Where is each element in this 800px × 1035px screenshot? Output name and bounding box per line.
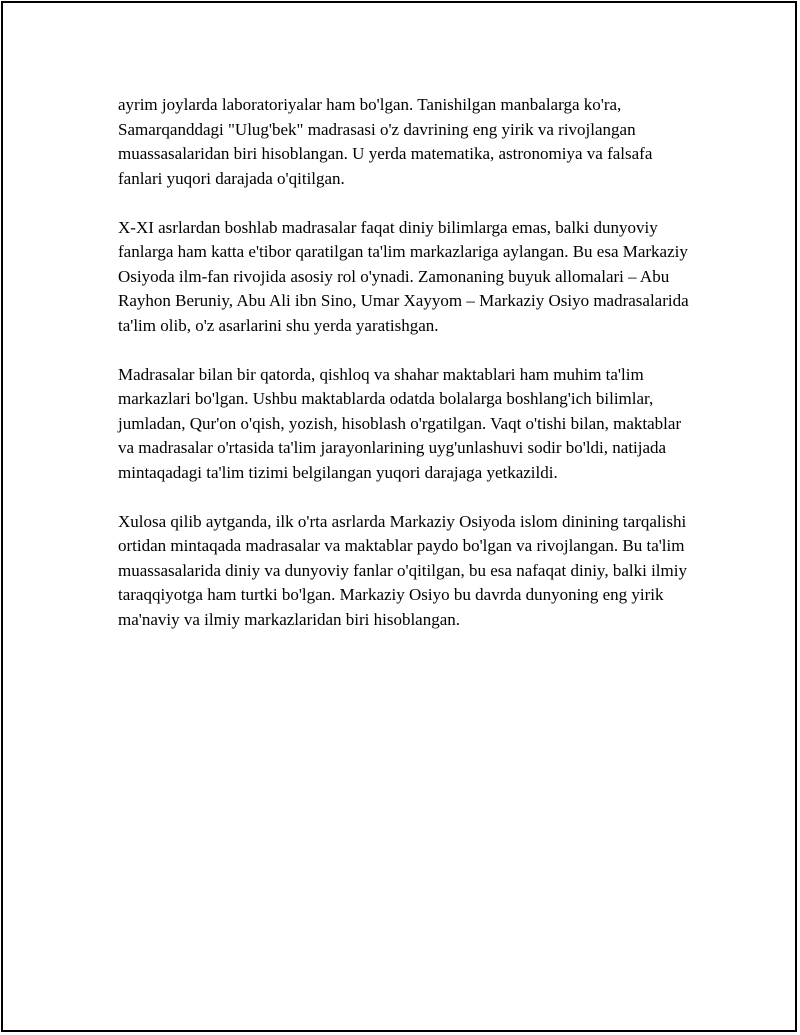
paragraph: X-XI asrlardan boshlab madrasalar faqat diniy bilimlarga emas, balki dunyoviy fanlarga ham katta e'tibor qaratilgan ta'lim markazlariga aylangan. Bu esa Markaziy Osiyoda ilm-fan rivojida asosiy rol o'ynadi. Zamonaning buyuk allomalari – Abu Rayhon Beruniy, Abu Ali ibn Sino, Umar Xayyom – Markaziy Osiyo madrasalarida ta'lim olib, o'z asarlarini shu yerda yaratishgan. bbox=[118, 217, 689, 335]
document-body bbox=[118, 93, 698, 657]
paragraph: Xulosa qilib aytganda, ilk o'rta asrlarda Markaziy Osiyoda islom dinining tarqalishi ortidan mintaqada madrasalar va maktablar paydo bo'lgan va rivojlangan. Bu ta'lim muassasalarida diniy va dunyoviy fanlar o'qitilgan, bu esa nafaqat diniy, balki ilmiy taraqqiyotga ham turtki bo'lgan. Markaziy Osiyo bu davrda dunyoning eng yirik ma'naviy va ilmiy markazlaridan biri hisoblangan. bbox=[118, 511, 687, 629]
paragraph: Madrasalar bilan bir qatorda, qishloq va shahar maktablari ham muhim ta'lim markazlari bo'lgan. Ushbu maktablarda odatda bolalarga boshlang'ich bilimlar, jumladan, Qur'on o'qish, yozish, hisoblash o'rgatilgan. Vaqt o'tishi bilan, maktablar va madrasalar o'rtasida ta'lim jarayonlarining uyg'unlashuvi sodir bo'ldi, natijada mintaqadagi ta'lim tizimi belgilangan yuqori darajaga yetkazildi. bbox=[118, 364, 682, 482]
paragraph: ayrim joylarda laboratoriyalar ham bo'lgan. Tanishilgan manbalarga ko'ra, Samarqanddagi "Ulug'bek" madrasasi o'z davrining eng yirik va rivojlangan muassasalaridan biri hisoblangan. U yerda matematika, astronomiya va falsafa fanlari yuqori darajada o'qitilgan. bbox=[118, 95, 653, 188]
